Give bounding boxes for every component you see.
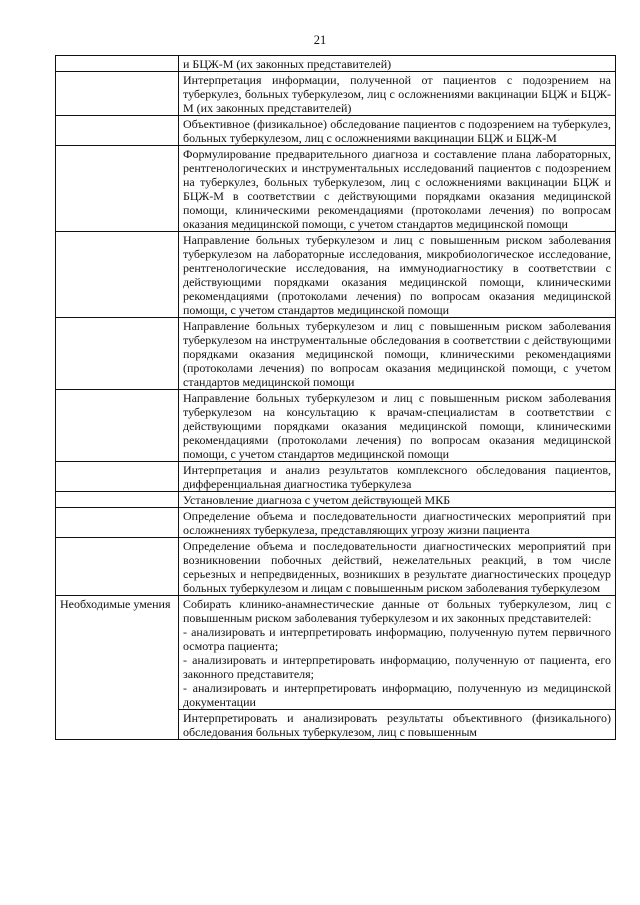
table-row (56, 146, 616, 232)
table-row (56, 508, 616, 538)
table-row (56, 390, 616, 462)
row-label (56, 72, 179, 116)
table-row (56, 116, 616, 146)
row-text: Интерпретация информации, полученной от пациентов с подозрением на туберкулез, больных туберкулезом, лиц с осложнениями вакцинации БЦЖ и БЦЖ-М (их законных представителей) (179, 72, 616, 116)
skills-label: Необходимые умения (56, 596, 179, 740)
row-text: Определение объема и последовательности диагностических мероприятий при осложнениях туберкулеза, представляющих угрозу жизни пациента (179, 508, 616, 538)
table-row (56, 492, 616, 508)
row-label (56, 146, 179, 232)
row-text: Направление больных туберкулезом и лиц с повышенным риском заболевания туберкулезом на инструментальные обследования в соответствии с действующими порядками оказания медицинской помощи, клиническими рекомендациями (протоколами лечения) по вопросам оказания медицинской помощи, с учетом стандартов медицинской помощи (179, 318, 616, 390)
row-label (56, 508, 179, 538)
row-label (56, 492, 179, 508)
table-row-skills (56, 596, 616, 710)
row-label (56, 538, 179, 596)
table-row (56, 72, 616, 116)
row-text: Интерпретация и анализ результатов комплексного обследования пациентов, дифференциальная диагностика туберкулеза (179, 462, 616, 492)
row-label (56, 390, 179, 462)
row-label (56, 462, 179, 492)
row-text: Установление диагноза с учетом действующей МКБ (179, 492, 616, 508)
row-text: Интерпретировать и анализировать результаты объективного (физикального) обследования больных туберкулезом, лиц с повышенным (179, 710, 616, 740)
competency-table (55, 55, 616, 740)
row-text: и БЦЖ-М (их законных представителей) (179, 56, 616, 72)
table-row (56, 56, 616, 72)
skills-text (179, 596, 616, 710)
row-text: Направление больных туберкулезом и лиц с повышенным риском заболевания туберкулезом на консультацию к врачам-специалистам в соответствии с действующими порядками оказания медицинской помощи, клиническими рекомендациями (протоколами лечения) по вопросам оказания медицинской помощи, с учетом стандартов медицинской помощи (179, 390, 616, 462)
row-text: Формулирование предварительного диагноза и составление плана лабораторных, рентгенологических и инструментальных исследований пациентов с подозрением на туберкулез, больных туберкулезом, лиц с осложнениями вакцинации БЦЖ и БЦЖ-М в соответствии с действующими порядками оказания медицинской помощи, клиническими рекомендациями (протоколами лечения) по вопросам оказания медицинской помощи, с учетом стандартов медицинской помощи (179, 146, 616, 232)
table-row (56, 318, 616, 390)
skills-intro: Собирать клинико-анамнестические данные от больных туберкулезом, лиц с повышенным риском заболевания туберкулезом и их законных представителей: (183, 597, 611, 625)
skills-item: - анализировать и интерпретировать информацию, полученную путем первичного осмотра пациента; (183, 625, 611, 653)
row-text: Объективное (физикальное) обследование пациентов с подозрением на туберкулез, больных туберкулезом, лиц с осложнениями вакцинации БЦЖ и БЦЖ-М (179, 116, 616, 146)
table-row (56, 232, 616, 318)
row-label (56, 232, 179, 318)
page-number: 21 (313, 33, 327, 47)
row-label (56, 318, 179, 390)
table-row (56, 538, 616, 596)
row-text: Определение объема и последовательности диагностических мероприятий при возникновении побочных действий, нежелательных реакций, в том числе серьезных и непредвиденных, возникших в результате диагностических процедур больных туберкулезом и лицам с повышенным риском заболевания туберкулезом (179, 538, 616, 596)
skills-item: - анализировать и интерпретировать информацию, полученную от пациента, его законного представителя; (183, 653, 611, 681)
table-row (56, 462, 616, 492)
row-label (56, 56, 179, 72)
row-text: Направление больных туберкулезом и лиц с повышенным риском заболевания туберкулезом на лабораторные исследования, микробиологическое исследование, рентгенологические исследования, на иммунодиагностику в соответствии с действующими порядками оказания медицинской помощи, клиническими рекомендациями (протоколами лечения) по вопросам оказания медицинской помощи, с учетом стандартов медицинской помощи (179, 232, 616, 318)
row-label (56, 116, 179, 146)
skills-item: - анализировать и интерпретировать информацию, полученную из медицинской документации (183, 681, 611, 709)
